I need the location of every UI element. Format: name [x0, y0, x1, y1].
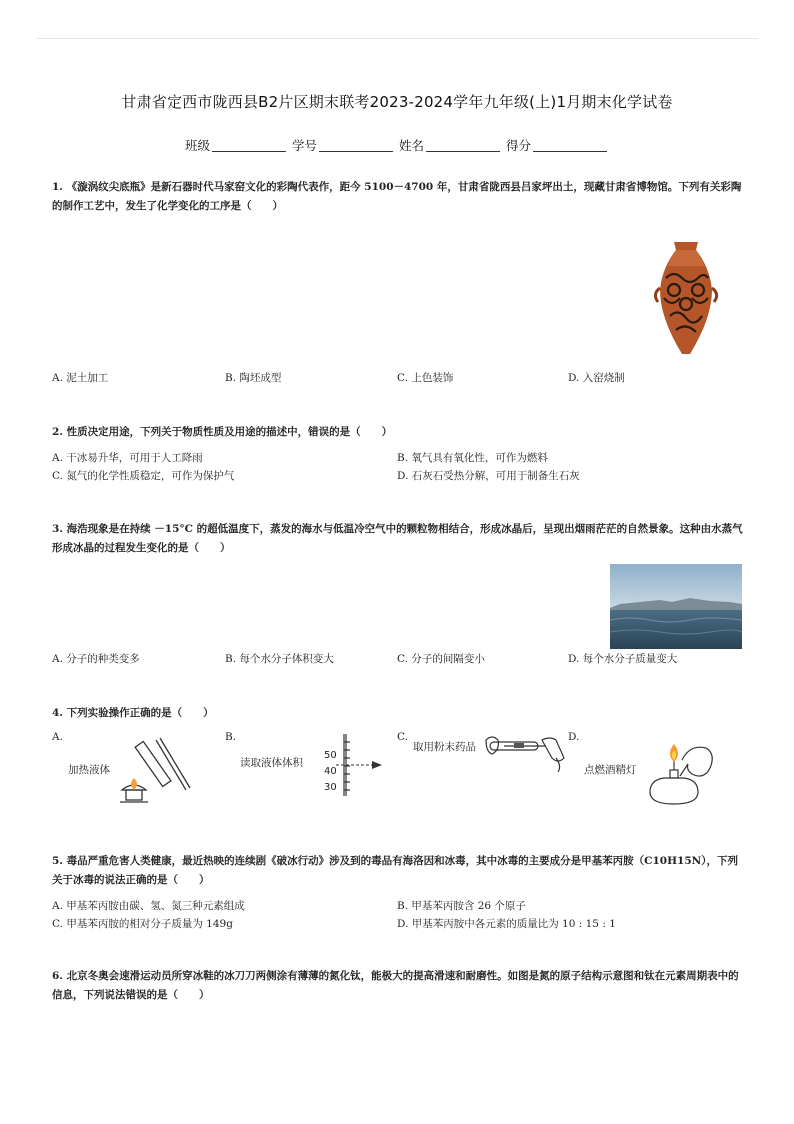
q2-option-c[interactable]: C. 氮气的化学性质稳定，可作为保护气 — [52, 470, 235, 482]
q5-stem-part1: 5. 毒品严重危害人类健康，最近热映的连续剧《破冰行动》涉及到的毒品有海洛因和冰毒，其中冰毒的主要成分是甲基苯丙胺（ — [52, 855, 645, 867]
name-field[interactable] — [426, 140, 500, 152]
q5-formula: C10H15N — [644, 855, 702, 867]
question-5-stem — [52, 852, 746, 890]
q1-option-c[interactable]: C. 上色装饰 — [397, 372, 454, 384]
q3-option-b[interactable]: B. 每个水分子体积变大 — [225, 653, 334, 665]
q4-b-label: 读取液体体积 — [240, 757, 303, 769]
number-field[interactable] — [319, 140, 393, 152]
name-label: 姓名 — [398, 138, 424, 153]
pottery-vase-image — [652, 238, 720, 358]
q4-d-label: 点燃酒精灯 — [584, 764, 637, 776]
student-info-line — [0, 136, 794, 154]
q4-option-c[interactable]: C. — [397, 731, 408, 743]
question-1-stem: 1. 《漩涡纹尖底瓶》是新石器时代马家窑文化的彩陶代表作，距今 5100－4700 年，甘肃省陇西县吕家坪出土，现藏甘肃省博物馆。下列有关彩陶的制作工艺中，发生了化学变化的工序是（ ） — [52, 181, 742, 212]
q2-option-b[interactable]: B. 氧气具有氧化性，可作为燃料 — [397, 452, 548, 464]
powder-test-tube-figure — [484, 728, 566, 772]
q5-option-c[interactable]: C. 甲基苯丙胺的相对分子质量为 149g — [52, 918, 233, 930]
alcohol-lamp-figure — [644, 730, 724, 810]
question-6-stem: 6. 北京冬奥会速滑运动员所穿冰鞋的冰刀刀两侧涂有薄薄的氮化钛，能极大的提高滑速和耐磨性。如图是氮的原子结构示意图和钛在元素周期表中的信息，下列说法错误的是（ ） — [52, 970, 739, 1001]
heating-liquid-figure — [112, 734, 194, 808]
q1-option-d[interactable]: D. 入窑烧制 — [568, 372, 625, 384]
q5-option-d[interactable]: D. 甲基苯丙胺中各元素的质量比为 10 : 15 : 1 — [397, 918, 616, 930]
q3-option-a[interactable]: A. 分子的种类变多 — [52, 653, 140, 665]
q4-option-b[interactable]: B. — [225, 731, 237, 743]
q2-option-a[interactable]: A. 干冰易升华，可用于人工降雨 — [52, 452, 203, 464]
question-2-stem: 2. 性质决定用途，下列关于物质性质及用途的描述中，错误的是（ ） — [52, 426, 393, 438]
exam-title: 甘肃省定西市陇西县B2片区期末联考2023-2024学年九年级(上)1月期末化学试卷 — [121, 93, 673, 111]
q3-option-c[interactable]: C. 分子的间隔变小 — [397, 653, 485, 665]
score-label: 得分 — [505, 138, 531, 153]
question-3-stem: 3. 海浩现象是在持续 －15°C 的超低温度下，蒸发的海水与低温冷空气中的颗粒物相结合，形成冰晶后，呈现出烟雨茫茫的自然景象。这种由水蒸气形成冰晶的过程发生变化的是（ ） — [52, 523, 743, 554]
question-4-stem: 4. 下列实验操作正确的是（ ） — [52, 707, 214, 719]
q4-option-a[interactable]: A. — [52, 731, 63, 743]
q4-option-d[interactable]: D. — [568, 731, 580, 743]
q5-stem-part2: ），下列关于冰毒的说法正确的是（ ） — [52, 855, 738, 886]
q1-option-a[interactable]: A. 泥土加工 — [52, 372, 109, 384]
q3-option-d[interactable]: D. 每个水分子质量变大 — [568, 653, 678, 665]
cylinder-tick-50: 50 — [324, 750, 337, 761]
q4-c-label: 取用粉末药品 — [413, 741, 476, 753]
class-field[interactable] — [212, 140, 286, 152]
q5-option-a[interactable]: A. 甲基苯丙胺由碳、氢、氮三种元素组成 — [52, 900, 245, 912]
q1-option-b[interactable]: B. 陶坯成型 — [225, 372, 282, 384]
number-label: 学号 — [291, 138, 317, 153]
cylinder-tick-30: 30 — [324, 782, 337, 793]
q2-option-d[interactable]: D. 石灰石受热分解，可用于制备生石灰 — [397, 470, 580, 482]
class-label: 班级 — [184, 138, 210, 153]
header-rule — [36, 38, 758, 39]
q5-option-b[interactable]: B. 甲基苯丙胺含 26 个原子 — [397, 900, 526, 912]
q4-a-label: 加热液体 — [68, 764, 110, 776]
score-field[interactable] — [533, 140, 607, 152]
sea-fog-photo — [610, 564, 742, 649]
cylinder-tick-40: 40 — [324, 766, 337, 777]
